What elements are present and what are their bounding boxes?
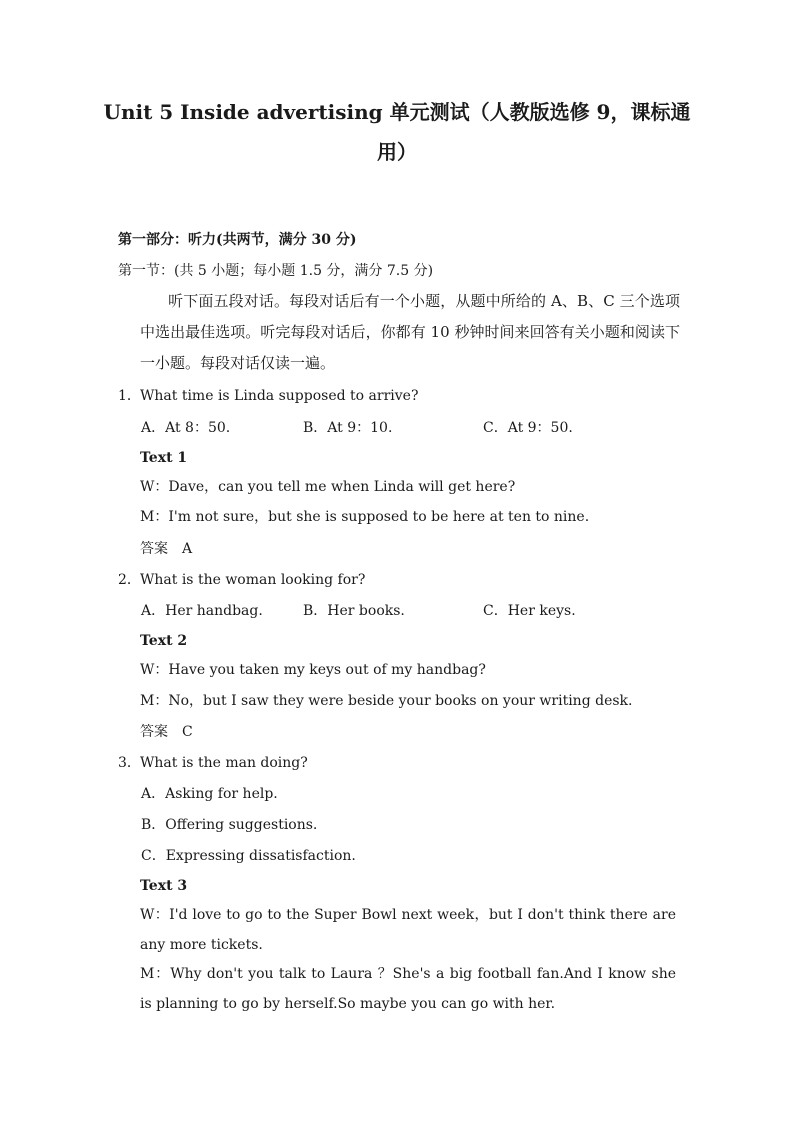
question-number: 1． (118, 388, 141, 404)
answer: 答案 A (140, 541, 193, 557)
question-number: 2． (118, 572, 141, 588)
option-c: C．Expressing dissatisfaction. (141, 848, 356, 864)
option-b: B．At 9：10. (303, 420, 393, 436)
dialogue-line: W：Have you taken my keys out of my handbag? (140, 662, 486, 678)
text-label: Text 3 (140, 878, 188, 894)
question-text: What is the woman looking for? (140, 572, 366, 588)
question-text: What time is Linda supposed to arrive? (140, 388, 419, 404)
option-c: C．At 9：50. (483, 420, 573, 436)
text-label: Text 2 (140, 633, 188, 649)
option-a: A．Asking for help. (141, 786, 278, 802)
title-line-2: 用） (377, 140, 417, 164)
title-line-1: Unit 5 Inside advertising 单元测试（人教版选修 9，课标通 (103, 100, 691, 124)
text-label: Text 1 (140, 450, 188, 466)
option-c: C．Her keys. (483, 603, 576, 619)
dialogue-line: W：I'd love to go to the Super Bowl next week，but I don't think there are any more tickets. (140, 907, 676, 953)
dialogue-line: M：Why don't you talk to Laura ？She's a big football fan.And I know she is planning to go by herself.So maybe you can go with her. (140, 966, 676, 1012)
option-a: A．Her handbag. (141, 603, 263, 619)
question-number: 3． (118, 755, 141, 771)
dialogue-line: M：No，but I saw they were beside your books on your writing desk. (140, 693, 633, 709)
instructions-paragraph: 听下面五段对话。每段对话后有一个小题，从题中所给的 A、B、C 三个选项中选出最佳选项。听完每段对话后，你都有 10 秒钟时间来回答有关小题和阅读下一小题。每段对话仅读一遍。 (140, 292, 680, 372)
part1-heading: 第一部分：听力(共两节，满分 30 分) (118, 232, 357, 248)
dialogue-line: W：Dave，can you tell me when Linda will get here? (140, 479, 516, 495)
document-title (100, 92, 694, 172)
answer: 答案 C (140, 724, 193, 740)
option-b: B．Her books. (303, 603, 405, 619)
question-text: What is the man doing? (140, 755, 308, 771)
option-b: B．Offering suggestions. (141, 817, 318, 833)
option-a: A．At 8：50. (141, 420, 231, 436)
section1-heading: 第一节：(共 5 小题；每小题 1.5 分，满分 7.5 分) (118, 263, 434, 279)
dialogue-line: M：I'm not sure，but she is supposed to be here at ten to nine. (140, 509, 590, 525)
